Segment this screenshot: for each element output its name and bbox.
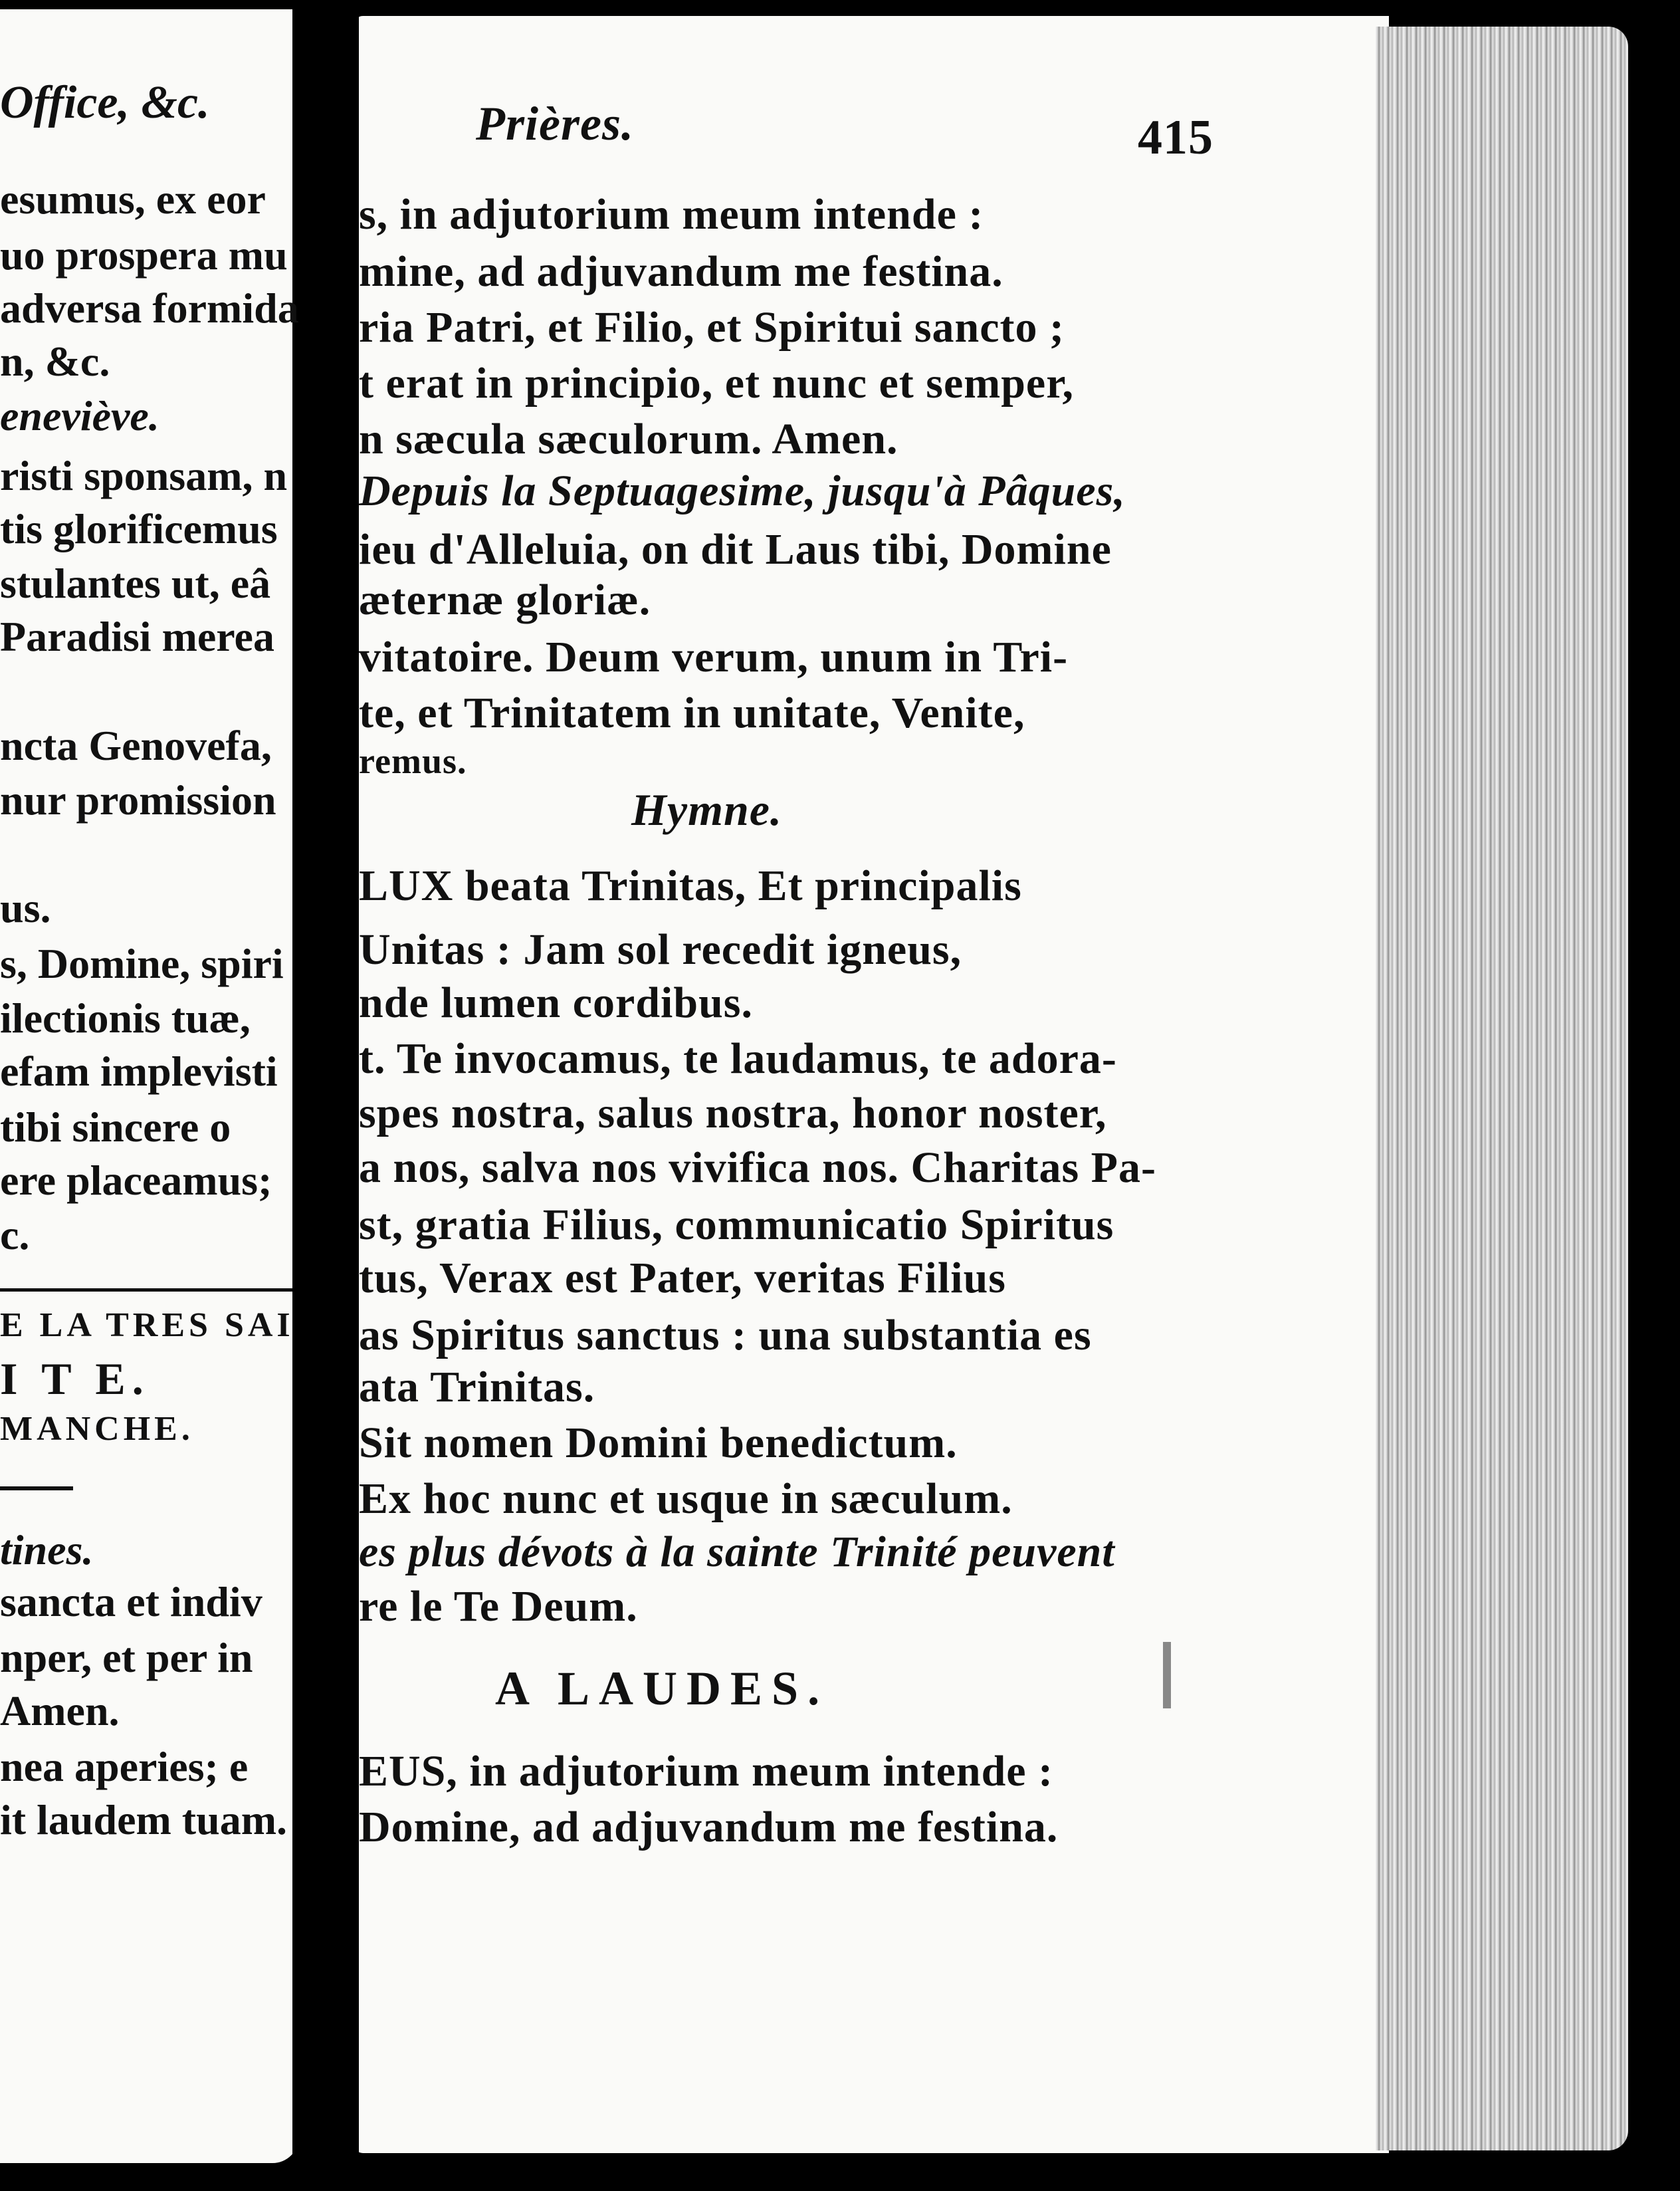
- right-line: ria Patri, et Filio, et Spiritui sancto ;: [359, 303, 1065, 352]
- hymn-line: st, gratia Filius, communicatio Spiritus: [359, 1201, 1114, 1249]
- hymn-line: LUX beata Trinitas, Et principalis: [359, 862, 1022, 910]
- laudes-title: A LAUDES.: [495, 1662, 829, 1715]
- left-line: adversa formida: [0, 285, 299, 332]
- left-line: c.: [0, 1211, 30, 1258]
- hymn-line: Sit nomen Domini benedictum.: [359, 1419, 958, 1467]
- left-line: Paradisi merea: [0, 613, 274, 660]
- margin-mark: [1163, 1642, 1171, 1708]
- hymn-line: es plus dévots à la sainte Trinité peuvent: [359, 1528, 1115, 1576]
- left-line: sancta et indiv: [0, 1578, 262, 1625]
- left-line: efam implevisti: [0, 1048, 278, 1095]
- hymn-line: ata Trinitas.: [359, 1363, 595, 1411]
- left-line: ilectionis tuæ,: [0, 994, 251, 1042]
- right-line: vitatoire. Deum verum, unum in Tri-: [359, 633, 1069, 681]
- left-line: eneviève.: [0, 392, 159, 439]
- left-running-head: Office, &c.: [0, 77, 210, 128]
- left-line: it laudem tuam.: [0, 1796, 287, 1843]
- left-line: tines.: [0, 1526, 94, 1573]
- page-number: 415: [1138, 110, 1213, 165]
- book-page-edges: [1376, 27, 1628, 2150]
- left-line: nea aperies; e: [0, 1743, 249, 1790]
- right-line: te, et Trinitatem in unitate, Venite,: [359, 689, 1025, 737]
- hymn-line: Unitas : Jam sol recedit igneus,: [359, 925, 962, 974]
- left-line: esumus, ex eor: [0, 175, 266, 223]
- book-gutter: [292, 0, 359, 2191]
- section-heading: E LA TRES SAI: [0, 1306, 294, 1344]
- hymn-line: tus, Verax est Pater, veritas Filius: [359, 1254, 1006, 1302]
- hymn-line: re le Te Deum.: [359, 1582, 638, 1631]
- right-running-head: Prières.: [476, 97, 634, 150]
- laudes-line: Domine, ad adjuvandum me festina.: [359, 1803, 1059, 1851]
- left-line: tibi sincere o: [0, 1103, 231, 1151]
- right-line: æternæ gloriæ.: [359, 576, 651, 624]
- left-line: nur promission: [0, 776, 276, 824]
- right-line: mine, ad adjuvandum me festina.: [359, 247, 1003, 296]
- section-heading: I T E.: [0, 1353, 150, 1404]
- right-line: remus.: [359, 741, 467, 781]
- left-line: ere placeamus;: [0, 1157, 272, 1204]
- left-line: uo prospera mu: [0, 231, 288, 279]
- hymn-line: Ex hoc nunc et usque in sæculum.: [359, 1474, 1013, 1523]
- left-line: s, Domine, spiri: [0, 940, 284, 987]
- hymn-line: a nos, salva nos vivifica nos. Charitas Pa-: [359, 1143, 1156, 1192]
- laudes-line: EUS, in adjutorium meum intende :: [359, 1747, 1054, 1795]
- left-line: Amen.: [0, 1687, 120, 1734]
- left-line: n, &c.: [0, 338, 110, 385]
- left-line: tis glorificemus: [0, 505, 278, 552]
- hymn-line: spes nostra, salus nostra, honor noster,: [359, 1089, 1107, 1137]
- hymn-line: nde lumen cordibus.: [359, 979, 753, 1027]
- left-line: nper, et per in: [0, 1634, 253, 1681]
- right-line: ieu d'Alleluia, on dit Laus tibi, Domine: [359, 525, 1112, 574]
- left-line: risti sponsam, n: [0, 452, 288, 499]
- hymn-line: as Spiritus sanctus : una substantia es: [359, 1311, 1092, 1359]
- left-line: stulantes ut, eâ: [0, 560, 271, 607]
- right-line: s, in adjutorium meum intende :: [359, 190, 984, 239]
- right-line: n sæcula sæculorum. Amen.: [359, 415, 898, 463]
- hymn-title: Hymne.: [631, 784, 782, 835]
- right-line: Depuis la Septuagesime, jusqu'à Pâques,: [359, 467, 1126, 515]
- left-line: ncta Genovefa,: [0, 722, 272, 769]
- section-rule: [0, 1288, 292, 1292]
- section-heading: MANCHE.: [0, 1410, 194, 1448]
- hymn-line: t. Te invocamus, te laudamus, te adora-: [359, 1034, 1117, 1083]
- left-line: us.: [0, 884, 51, 931]
- right-line: t erat in principio, et nunc et semper,: [359, 359, 1074, 407]
- short-rule: [0, 1486, 73, 1490]
